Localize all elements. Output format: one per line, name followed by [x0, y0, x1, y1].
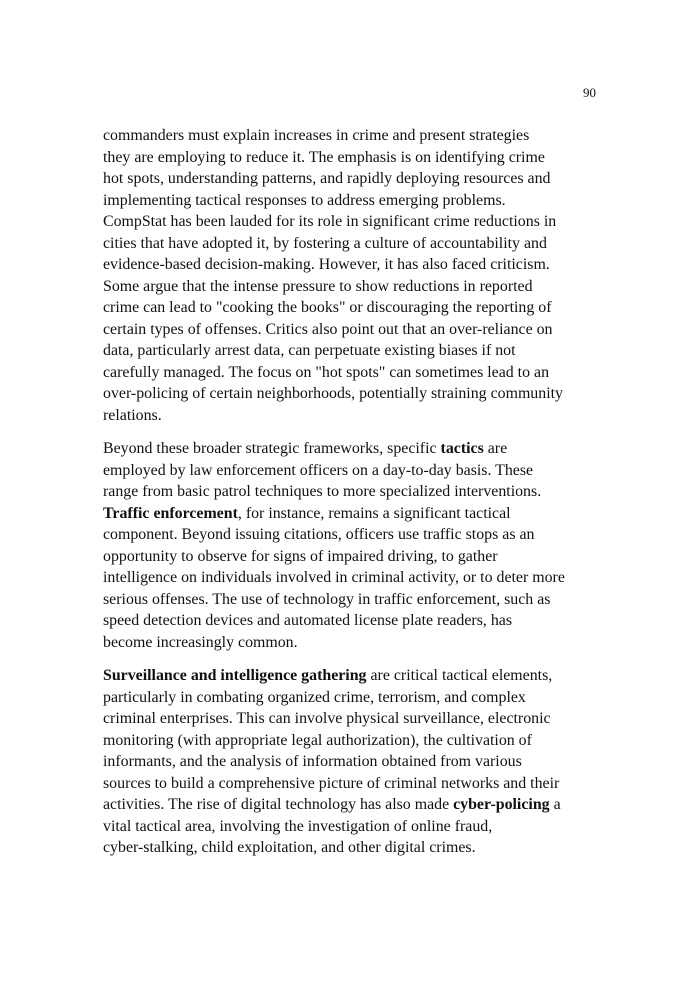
text-line — [103, 708, 603, 730]
text-segment: particularly in combating organized crime, terrorism, and complex — [103, 688, 526, 706]
text-segment: data, particularly arrest data, can perpetuate existing biases if not — [103, 342, 516, 359]
text-segment: commanders must explain increases in crime and present strategies — [103, 127, 530, 144]
paragraph-compstat — [103, 125, 603, 426]
text-segment: informants, and the analysis of information obtained from various — [103, 753, 522, 770]
text-line — [103, 383, 603, 405]
text-segment: Beyond these broader strategic frameworks, specific — [103, 440, 441, 457]
text-segment: , for instance, remains a significant tactical — [237, 504, 511, 522]
text-line — [103, 297, 603, 319]
bold-term: tactics — [440, 440, 484, 457]
text-segment: implementing tactical responses to address emerging problems. — [103, 191, 506, 209]
text-segment: monitoring (with appropriate legal authorization), the cultivation of — [103, 731, 532, 749]
text-line — [103, 405, 603, 427]
paragraph-surveillance — [103, 665, 603, 859]
text-segment: certain types of offenses. Critics also point out that an over-reliance on — [103, 320, 553, 338]
text-line — [103, 665, 603, 687]
text-line — [103, 567, 603, 589]
text-segment: they are employing to reduce it. The emphasis is on identifying crime — [103, 148, 545, 166]
text-line — [103, 730, 603, 752]
text-line — [103, 319, 603, 341]
text-segment: opportunity to observe for signs of impaired driving, to gather — [103, 547, 498, 565]
text-line — [103, 211, 603, 233]
text-segment: a — [549, 796, 561, 813]
text-segment: range from basic patrol techniques to more specialized interventions. — [103, 483, 542, 500]
text-line — [103, 794, 603, 816]
text-segment: over-policing of certain neighborhoods, potentially straining community — [103, 385, 563, 402]
text-segment: CompStat has been lauded for its role in significant crime reductions in — [103, 213, 557, 230]
text-segment: Some argue that the intense pressure to show reductions in reported — [103, 277, 533, 295]
text-line — [103, 546, 603, 568]
text-line — [103, 687, 603, 709]
text-segment: are — [483, 440, 508, 457]
text-segment: cyber-stalking, child exploitation, and other digital crimes. — [103, 839, 476, 856]
text-segment: hot spots, understanding patterns, and rapidly deploying resources and — [103, 170, 551, 187]
text-segment: relations. — [103, 406, 162, 424]
text-segment: sources to build a comprehensive picture of criminal networks and their — [103, 774, 560, 792]
text-line — [103, 524, 603, 546]
page-number: 90 — [583, 85, 596, 100]
text-segment: crime can lead to "cooking the books" or discouraging the reporting of — [103, 299, 552, 316]
text-segment: component. Beyond issuing citations, officers use traffic stops as an — [103, 526, 535, 543]
text-line — [103, 190, 603, 212]
text-line — [103, 276, 603, 298]
text-segment: employed by law enforcement officers on a day-to-day basis. These — [103, 461, 534, 479]
text-line — [103, 362, 603, 384]
text-line — [103, 233, 603, 255]
text-line — [103, 632, 603, 654]
bold-term: cyber-policing — [453, 796, 550, 813]
text-segment: speed detection devices and automated license plate readers, has — [103, 612, 513, 629]
text-segment: intelligence on individuals involved in criminal activity, or to deter more — [103, 569, 565, 586]
text-segment: activities. The rise of digital technology has also made — [103, 796, 454, 813]
text-line — [103, 751, 603, 773]
text-segment: vital tactical area, involving the investigation of online fraud, — [103, 817, 493, 835]
text-line — [103, 503, 603, 525]
text-line — [103, 837, 603, 859]
text-segment: evidence-based decision-making. However, it has also faced criticism. — [103, 256, 550, 273]
text-line — [103, 125, 603, 147]
text-segment: serious offenses. The use of technology in traffic enforcement, such as — [103, 590, 551, 608]
paragraph-tactics — [103, 438, 603, 653]
text-line — [103, 147, 603, 169]
text-segment: become increasingly common. — [103, 633, 298, 651]
bold-term: Traffic enforcement — [103, 504, 238, 522]
text-line — [103, 168, 603, 190]
text-line — [103, 460, 603, 482]
text-line — [103, 254, 603, 276]
text-line — [103, 773, 603, 795]
text-line — [103, 340, 603, 362]
text-line — [103, 816, 603, 838]
text-segment: carefully managed. The focus on "hot spots" can sometimes lead to an — [103, 363, 550, 381]
bold-term: Surveillance and intelligence gathering — [103, 667, 367, 684]
text-line — [103, 438, 603, 460]
text-segment: criminal enterprises. This can involve physical surveillance, electronic — [103, 710, 551, 727]
text-line — [103, 589, 603, 611]
text-line — [103, 481, 603, 503]
text-segment: cities that have adopted it, by fostering a culture of accountability and — [103, 234, 547, 252]
text-segment: are critical tactical elements, — [366, 667, 553, 684]
text-line — [103, 610, 603, 632]
